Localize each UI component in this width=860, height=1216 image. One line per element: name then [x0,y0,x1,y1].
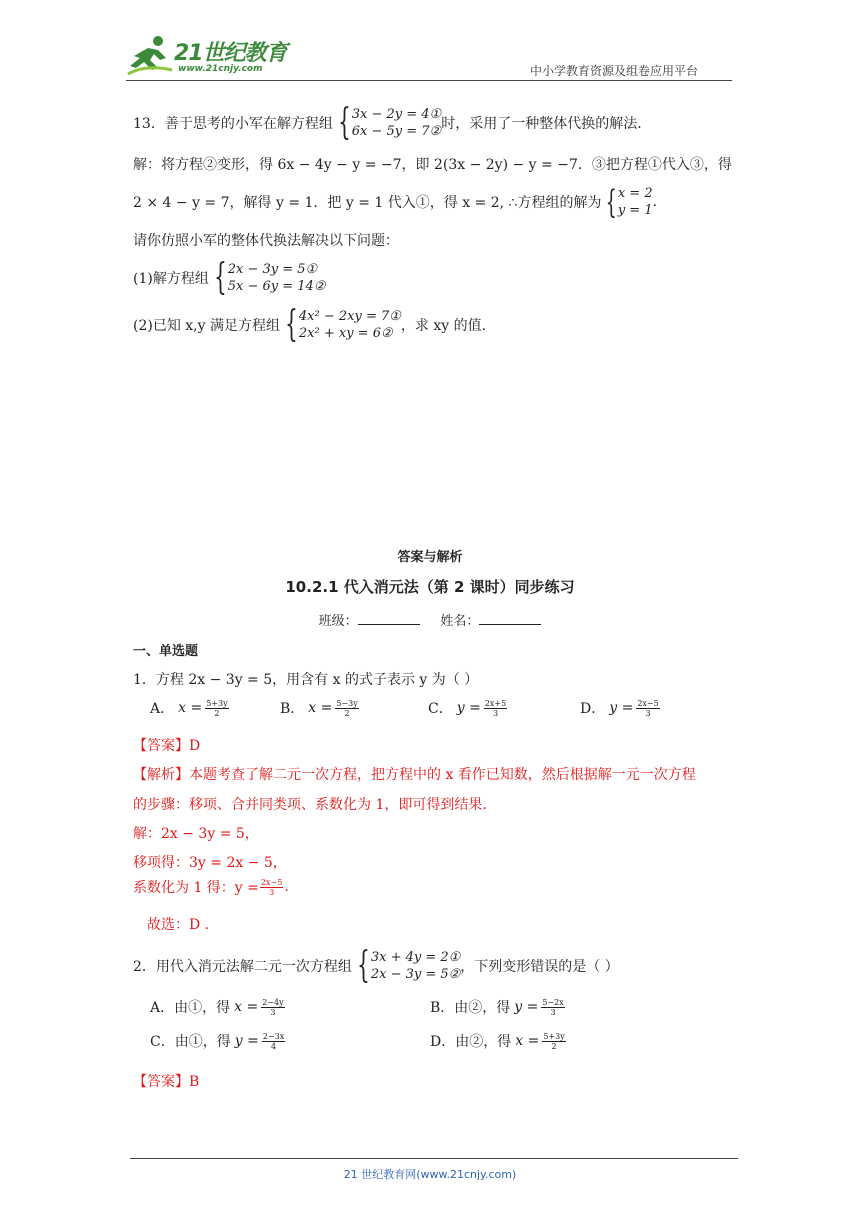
option-fraction [261,998,284,1017]
q13-p2-label: (2)已知 x,y 满足方程组 [133,318,280,334]
q1-answer: 【答案】D [133,738,201,754]
q2-option-b[interactable] [430,997,566,1017]
option-lhs: x = [515,1033,540,1049]
brace-icon: { [213,257,227,298]
class-label: 班级： [318,614,358,629]
q1-option-b[interactable] [280,698,360,718]
q13-intro-b: 时，采用了一种整体代换的解法. [441,116,642,132]
footer-rule [130,1158,738,1159]
logo-url: www.21cnjy.com [178,64,263,74]
class-name-line [0,610,860,629]
q13-p1-line1: 2x − 3y = 5① [227,262,318,277]
q13-sol2a: 2 × 4 − y = 7，解得 y = 1．把 y = 1 代入①，得 x = 2, ∴方程组的解为 [133,195,602,211]
q13-system [333,102,442,143]
q1-analysis-line2: 的步骤：移项、合并同类项、系数化为 1，即可得到结果. [133,797,487,813]
q2-options [150,997,710,1067]
brace-icon: { [285,304,298,345]
q13-ans-tail: . [652,194,658,210]
option-fraction [542,1032,565,1051]
fraction-numerator: 2x−5 [637,698,659,708]
option-label: B． [280,701,305,717]
option-lhs: x = [308,700,333,716]
class-blank[interactable] [358,612,420,625]
q13-part2 [133,304,487,345]
fraction-denominator: 3 [492,708,499,718]
option-lhs: y = [456,700,481,716]
fraction-numerator: 2−4y [262,997,284,1007]
q2-stem [133,945,619,986]
fraction-denominator: 3 [550,1007,556,1017]
q1-option-d[interactable] [580,698,661,718]
option-lhs: y = [609,700,634,716]
q2-option-d[interactable] [430,1031,567,1051]
q2-option-c[interactable] [150,1031,286,1051]
option-fraction [636,699,659,718]
q13-part1 [133,257,326,298]
option-fraction [541,998,564,1017]
option-label: A． [150,701,175,717]
q2-stem-b: ，下列变形错误的是（ ） [460,959,619,975]
section-single-choice: 一、单选题 [133,644,199,659]
q13-intro [133,102,642,143]
q13-solution-line1: 解：将方程②变形，得 6x − 4y − y = −7，即 2(3x − 2y) − y = −7．③把方程①代入③，得 [133,157,732,173]
q13-p2-line1: 4x² − 2xy = 7① [298,309,401,324]
option-label: D．由②，得 [430,1034,512,1050]
q1-stem: 1．方程 2x − 3y = 5，用含有 x 的式子表示 y 为（ ） [133,672,479,688]
option-label: C． [428,701,453,717]
q13-p1-label: (1)解方程组 [133,271,209,287]
option-label: A．由①，得 [150,1000,231,1016]
brace-icon: { [337,102,351,143]
fraction-denominator: 2 [551,1041,557,1051]
brace-icon: { [606,183,618,221]
fraction-numerator: 2x+5 [484,698,507,708]
footer-text: 21 世纪教育网(www.21cnjy.com) [343,1168,517,1181]
q1-step3-tail: . [284,879,289,895]
option-label: C．由①，得 [150,1034,231,1050]
option-lhs: y = [514,999,539,1015]
q2-answer: 【答案】B [133,1074,200,1090]
q13-p2-system [280,304,401,345]
q13-intro-a: 13．善于思考的小军在解方程组 [133,116,333,132]
q2-system [352,945,461,986]
fraction-denominator: 3 [269,887,275,897]
q2-sys-line1: 3x + 4y = 2① [370,950,461,965]
option-lhs: x = [178,700,203,716]
name-blank[interactable] [479,612,541,625]
fraction-numerator: 5+3y [543,1031,565,1041]
option-fraction [205,699,228,718]
q1-option-a[interactable] [150,698,230,718]
option-fraction [335,699,358,718]
q1-step2: 移项得：3y = 2x − 5， [133,855,287,871]
q1-step3-fraction [260,878,283,897]
fraction-numerator: 2−3x [262,1031,285,1041]
answers-title: 10.2.1 代入消元法（第 2 课时）同步练习 [285,578,575,596]
q1-step1: 解：2x − 3y = 5， [133,826,259,842]
q13-p1-line2: 5x − 6y = 14② [227,279,326,294]
brace-icon: { [357,945,370,986]
q2-sys-line2: 2x − 3y = 5② [370,967,461,982]
fraction-numerator: 5−2x [542,997,564,1007]
q13-sys-line1: 3x − 2y = 4① [351,107,442,122]
q13-solution-line2 [133,185,657,219]
q13-ans-line2: y = 1 [617,203,653,218]
fraction-numerator: 5+3y [206,698,228,708]
fraction-denominator: 4 [270,1041,277,1051]
header-logo [126,34,296,78]
option-fraction [484,699,507,718]
q1-options [150,698,710,724]
q1-step3 [133,877,289,897]
q13-sys-line2: 6x − 5y = 7② [351,124,442,139]
option-label: D． [580,701,606,717]
option-lhs: x = [234,999,259,1015]
fraction-denominator: 3 [645,708,651,718]
fraction-numerator: 5−3y [336,698,358,708]
fraction-denominator: 2 [344,708,350,718]
q1-step3-text: 系数化为 1 得：y = [133,880,259,896]
q2-stem-a: 2．用代入消元法解二元一次方程组 [133,959,352,975]
q1-choose: 故选：D ． [147,917,219,933]
option-fraction [262,1032,285,1051]
header-rule [126,80,732,81]
q2-option-a[interactable] [150,997,286,1017]
logo-text: 21世纪教育 [174,41,287,66]
q1-option-c[interactable] [428,698,508,718]
q1-analysis-line1: 【解析】本题考查了解二元一次方程，把方程中的 x 看作已知数，然后根据解一元一次方程 [133,767,696,783]
answers-heading: 答案与解析 [397,550,463,565]
option-lhs: y = [234,1033,259,1049]
q13-p1-system [209,257,326,298]
runner-logo-icon [126,34,174,76]
option-label: B．由②，得 [430,1000,511,1016]
q13-ans-line1: x = 2 [617,186,653,201]
fraction-denominator: 2 [214,708,220,718]
q13-p2-line2: 2x² + xy = 6② [298,326,393,341]
q13-answer-system [601,185,652,219]
fraction-numerator: 2x−5 [260,877,283,887]
fraction-denominator: 3 [270,1007,276,1017]
name-label: 姓名： [440,614,480,629]
q13-p2-tail: ，求 xy 的值. [400,318,487,334]
header-right-text: 中小学教育资源及组卷应用平台 [530,64,699,78]
q13-instruction: 请你仿照小军的整体代换法解决以下问题： [133,233,399,249]
